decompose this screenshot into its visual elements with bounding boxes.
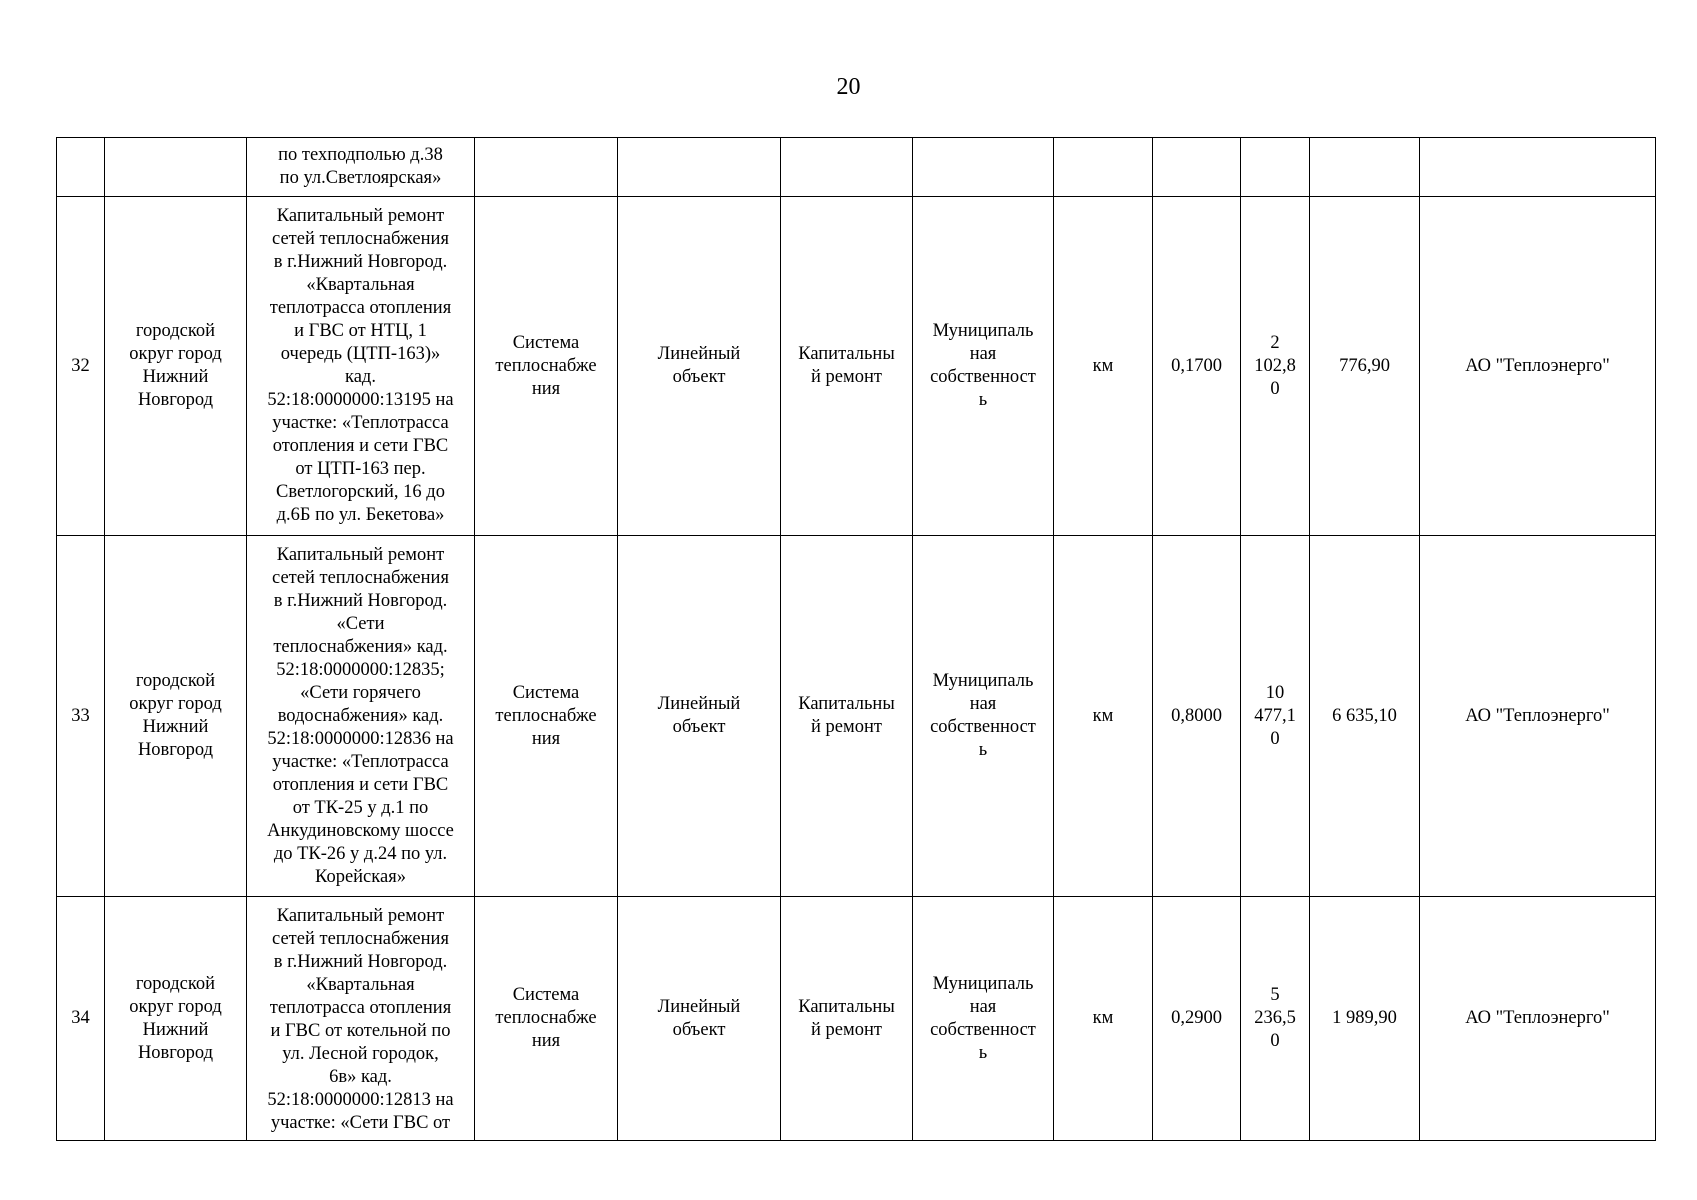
cell-municipality: городской округ город Нижний Новгород bbox=[105, 897, 247, 1141]
cell-quantity: 0,2900 bbox=[1153, 897, 1241, 1141]
projects-table bbox=[56, 137, 1656, 1141]
cell-ownership bbox=[913, 138, 1054, 197]
cell-work-type bbox=[781, 138, 913, 197]
cell-object-type: Линейный объект bbox=[618, 536, 781, 897]
cell-system: Система теплоснабже ния bbox=[475, 536, 618, 897]
cell-cost: 10 477,1 0 bbox=[1241, 536, 1310, 897]
cell-organization bbox=[1420, 138, 1656, 197]
cell-object-type bbox=[618, 138, 781, 197]
cell-system: Система теплоснабже ния bbox=[475, 197, 618, 536]
cell-municipality bbox=[105, 138, 247, 197]
cell-ownership: Муниципаль ная собственност ь bbox=[913, 536, 1054, 897]
table-row bbox=[57, 897, 1656, 1141]
cell-num: 32 bbox=[57, 197, 105, 536]
cell-system bbox=[475, 138, 618, 197]
cell-work-type: Капитальны й ремонт bbox=[781, 897, 913, 1141]
cell-quantity: 0,8000 bbox=[1153, 536, 1241, 897]
cell-num: 33 bbox=[57, 536, 105, 897]
cell-organization: АО "Теплоэнерго" bbox=[1420, 197, 1656, 536]
cell-num bbox=[57, 138, 105, 197]
cell-num: 34 bbox=[57, 897, 105, 1141]
table-row bbox=[57, 197, 1656, 536]
cell-unit: км bbox=[1054, 897, 1153, 1141]
cell-municipality: городской округ город Нижний Новгород bbox=[105, 536, 247, 897]
cell-ownership: Муниципаль ная собственност ь bbox=[913, 197, 1054, 536]
cell-amount: 6 635,10 bbox=[1310, 536, 1420, 897]
cell-description: Капитальный ремонт сетей теплоснабжения в г.Нижний Новгород. «Квартальная теплотрасса отопления и ГВС от НТЦ, 1 очередь (ЦТП-163)» кад. 52:18:0000000:13195 на участке: «Теплотрасса отопления и сети ГВС от ЦТП-163 пер. Светлогорский, 16 до д.6Б по ул. Бекетова» bbox=[247, 197, 475, 536]
cell-ownership: Муниципаль ная собственност ь bbox=[913, 897, 1054, 1141]
cell-system: Система теплоснабже ния bbox=[475, 897, 618, 1141]
cell-organization: АО "Теплоэнерго" bbox=[1420, 897, 1656, 1141]
cell-municipality: городской округ город Нижний Новгород bbox=[105, 197, 247, 536]
cell-unit bbox=[1054, 138, 1153, 197]
cell-description: Капитальный ремонт сетей теплоснабжения в г.Нижний Новгород. «Сети теплоснабжения» кад. 52:18:0000000:12835; «Сети горячего водоснабжения» кад. 52:18:0000000:12836 на участке: «Теплотрасса отопления и сети ГВС от ТК-25 у д.1 по Анкудиновскому шоссе до ТК-26 у д.24 по ул. Корейская» bbox=[247, 536, 475, 897]
cell-amount: 1 989,90 bbox=[1310, 897, 1420, 1141]
cell-quantity bbox=[1153, 138, 1241, 197]
cell-cost: 5 236,5 0 bbox=[1241, 897, 1310, 1141]
cell-object-type: Линейный объект bbox=[618, 897, 781, 1141]
cell-work-type: Капитальны й ремонт bbox=[781, 536, 913, 897]
table-row bbox=[57, 536, 1656, 897]
cell-work-type: Капитальны й ремонт bbox=[781, 197, 913, 536]
cell-organization: АО "Теплоэнерго" bbox=[1420, 536, 1656, 897]
table-row-continuation bbox=[57, 138, 1656, 197]
page-number: 20 bbox=[836, 74, 861, 100]
cell-cost bbox=[1241, 138, 1310, 197]
cell-amount: 776,90 bbox=[1310, 197, 1420, 536]
cell-quantity: 0,1700 bbox=[1153, 197, 1241, 536]
cell-amount bbox=[1310, 138, 1420, 197]
cell-unit: км bbox=[1054, 197, 1153, 536]
cell-unit: км bbox=[1054, 536, 1153, 897]
cell-description: Капитальный ремонт сетей теплоснабжения в г.Нижний Новгород. «Квартальная теплотрасса отопления и ГВС от котельной по ул. Лесной городок, 6в» кад. 52:18:0000000:12813 на участке: «Сети ГВС от bbox=[247, 897, 475, 1141]
cell-object-type: Линейный объект bbox=[618, 197, 781, 536]
cell-description: по техподполью д.38 по ул.Светлоярская» bbox=[247, 138, 475, 197]
cell-cost: 2 102,8 0 bbox=[1241, 197, 1310, 536]
